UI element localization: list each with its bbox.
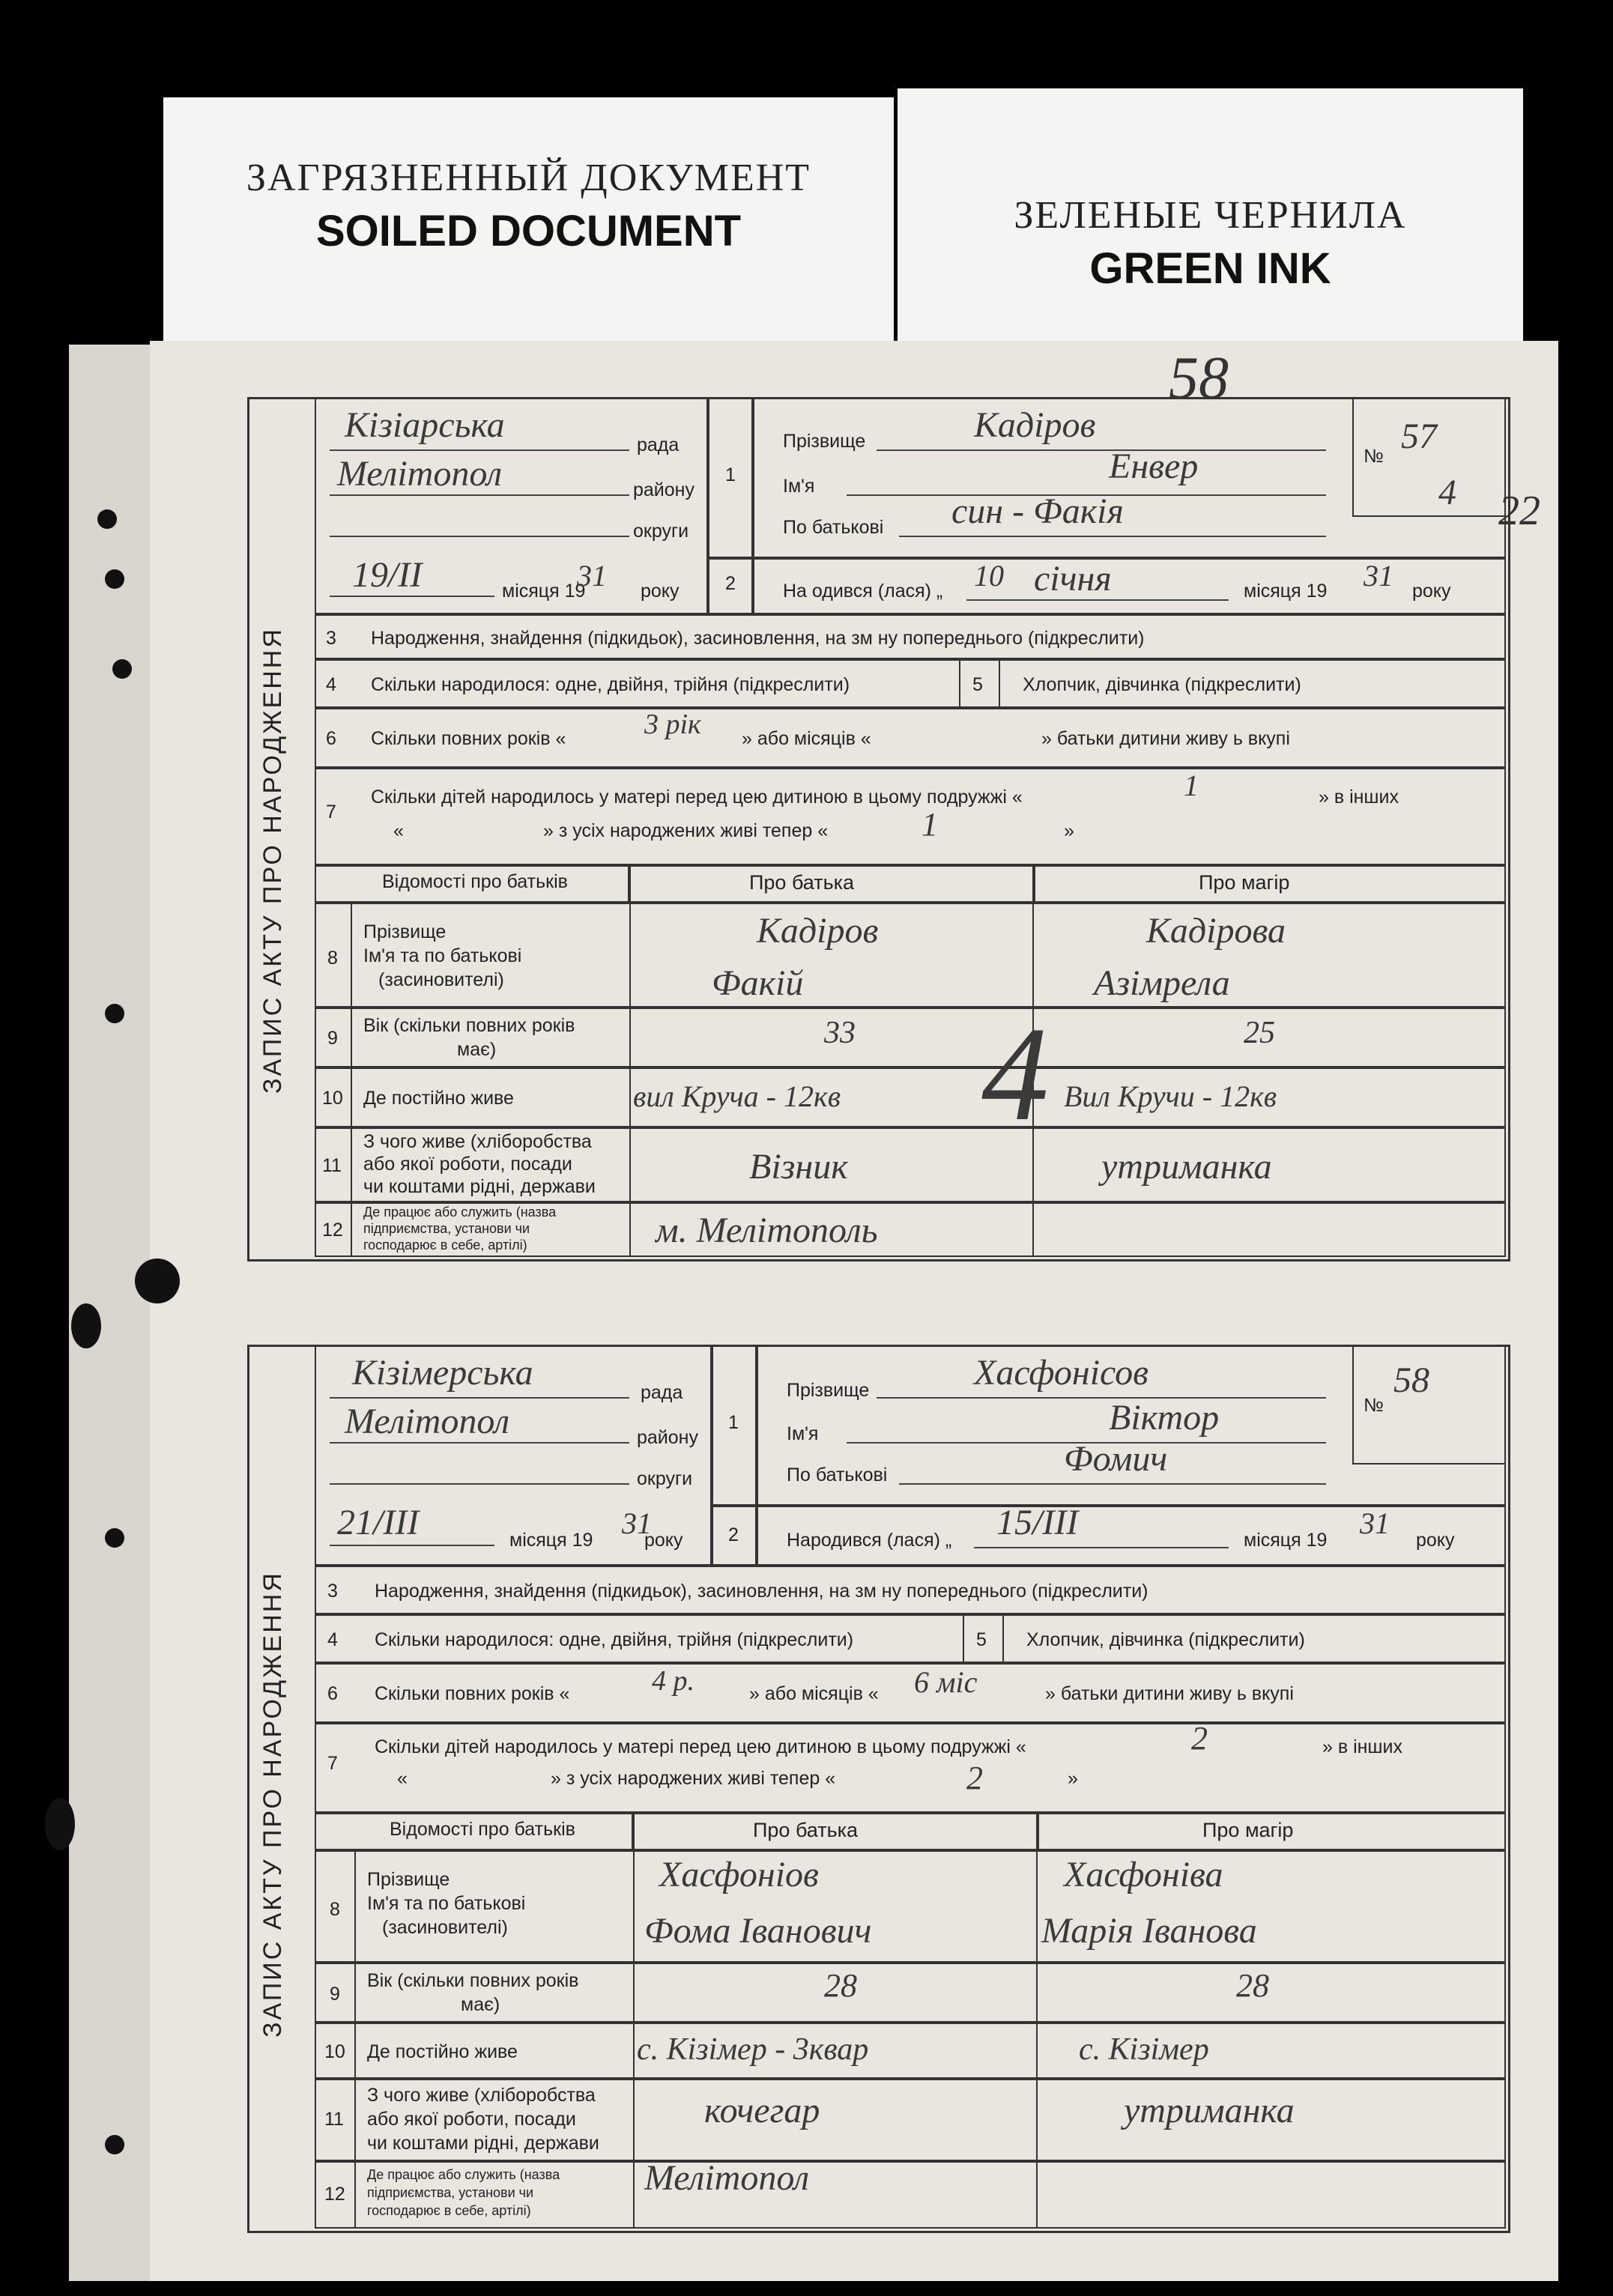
r1-row8-l3: (засиновителі): [378, 969, 504, 990]
r1-okruhy-line: [330, 536, 629, 537]
r2-num-7: 7: [327, 1753, 338, 1774]
r2-father-work: Мелітопол: [644, 2158, 810, 2198]
r1-father-header: Про батька: [749, 871, 855, 894]
r2-num-12: 12: [324, 2184, 345, 2205]
r1-row11-l2: або якої роботи, посади: [363, 1154, 572, 1175]
r1-father-residence: вил Круча - 12кв: [633, 1079, 841, 1113]
r1-row12-l3: господарює в себе, артілі): [363, 1238, 527, 1252]
r2-months-together: 6 міс: [914, 1665, 978, 1699]
r2-rada-line: [330, 1397, 629, 1399]
r2-row6c: » батьки дитини живу ь вкупі: [1045, 1683, 1294, 1704]
r2-parents-header: Відомості про батьків: [390, 1819, 575, 1840]
r1-born-month19: місяця 19: [1244, 581, 1328, 602]
r1-mother-header: Про магір: [1199, 871, 1290, 894]
r2-num-5: 5: [976, 1629, 987, 1650]
r2-born-year: 31: [1360, 1506, 1390, 1540]
r2-born-day: 15/ІІІ: [996, 1503, 1079, 1542]
binding-hole: [105, 569, 124, 589]
r2-father-header: Про батька: [753, 1819, 859, 1841]
r2-mother-header: Про магір: [1202, 1819, 1294, 1841]
r1-patronymic-value: син - Факія: [951, 491, 1124, 531]
r1-num-5: 5: [972, 674, 983, 695]
green-ink-label: [898, 88, 1523, 343]
r2-okruhy-label: округи: [637, 1468, 693, 1489]
r1-row11-l1: З чого живе (хліборобства: [363, 1131, 592, 1152]
record-1-side-title: ЗАПИС АКТУ ПРО НАРОДЖЕННЯ: [258, 627, 287, 1094]
r2-born-line: [974, 1547, 1229, 1548]
binding-hole: [105, 1004, 124, 1023]
r1-row9-l1: Вік (скільки повних років: [363, 1015, 575, 1036]
r2-num-9: 9: [330, 1984, 340, 2005]
binding-hole: [105, 2135, 124, 2154]
r2-row5-text: Хлопчик, дівчинка (підкреслити): [1026, 1629, 1305, 1650]
r2-row7a: Скільки дітей народилось у матері перед цею дитиною в цьому подружжі «: [375, 1736, 1026, 1757]
r1-surname-line: [877, 449, 1326, 451]
r1-num-10: 10: [322, 1088, 343, 1109]
r1-rada-value: Кізіарська: [345, 405, 505, 445]
r1-mother-residence: Вил Кручи - 12кв: [1064, 1079, 1277, 1113]
r2-row4-text: Скільки народилося: одне, двійня, трійня (підкреслити): [375, 1629, 854, 1650]
r1-row7e: »: [1064, 820, 1074, 841]
r2-row11-l3: чи коштами рідні, держави: [367, 2133, 599, 2154]
r1-num-2: 2: [725, 573, 736, 594]
r2-father-residence: с. Кізімер - 3квар: [637, 2032, 869, 2067]
r1-born-roku: року: [1412, 581, 1451, 602]
r1-name-value: Енвер: [1109, 446, 1199, 486]
r1-num-6: 6: [326, 728, 336, 749]
r2-rayon-label: району: [637, 1427, 698, 1448]
r2-mother-age: 28: [1236, 1967, 1269, 2004]
r2-name-label: Ім'я: [787, 1423, 819, 1444]
r2-num-4: 4: [327, 1629, 338, 1650]
r1-month19-label: місяця 19: [502, 581, 586, 602]
r2-mother-name: Марія Іванова: [1041, 1911, 1257, 1951]
r1-day-value: 19/ІІ: [352, 555, 423, 595]
r1-row11-l3: чи коштами рідні, держави: [363, 1176, 596, 1197]
r2-day-value: 21/ІІІ: [337, 1503, 420, 1542]
r1-row8-l2: Ім'я та по батькові: [363, 945, 522, 966]
r2-row8-l3: (засиновителі): [382, 1917, 508, 1938]
r1-num-3: 3: [326, 628, 336, 649]
r1-num-11: 11: [322, 1155, 342, 1176]
r2-born-label: Народився (лася) „: [787, 1530, 952, 1551]
r1-row6c: » батьки дитини живу ь вкупі: [1041, 728, 1290, 749]
r2-rayon-value: Мелітопол: [345, 1402, 510, 1441]
r2-num-8: 8: [330, 1899, 340, 1920]
r1-born-month: січня: [1034, 559, 1112, 599]
r1-row7: [315, 768, 1506, 865]
r1-surname-label: Прізвище: [783, 431, 866, 452]
binding-hole: [105, 1528, 124, 1548]
r1-parents-header: Відомості про батьків: [382, 871, 568, 892]
r1-num-1: 1: [725, 464, 736, 485]
binding-hole: [97, 509, 117, 529]
r2-patronymic-value: Фомич: [1064, 1439, 1168, 1479]
r2-surname-label: Прізвище: [787, 1380, 870, 1401]
r1-mother-name: Азімрела: [1094, 963, 1230, 1003]
r1-row7c: «: [393, 820, 404, 841]
r1-row9-l2: має): [457, 1039, 497, 1060]
r2-num-3: 3: [327, 1581, 338, 1602]
r1-roku-label: року: [641, 581, 680, 602]
r1-okruhy-label: округи: [633, 521, 689, 542]
r2-mother-residence: с. Кізімер: [1079, 2032, 1209, 2067]
r1-children-before: 1: [1184, 769, 1199, 802]
r1-number-extra: 4: [1438, 473, 1456, 512]
r2-row7d: » з усіх народжених живі тепер «: [551, 1768, 836, 1789]
r2-okruhy-line: [330, 1483, 629, 1485]
soiled-label-en: SOILED DOCUMENT: [315, 207, 742, 255]
r1-mother-surname: Кадірова: [1146, 911, 1286, 951]
r1-mother-age: 25: [1244, 1016, 1275, 1050]
binding-hole: [112, 659, 132, 679]
r1-children-alive: 1: [922, 806, 938, 843]
r2-row11-l1: З чого живе (хліборобства: [367, 2085, 596, 2106]
r1-rayon-value: Мелітопол: [337, 454, 503, 494]
r1-father-occupation: Візник: [749, 1147, 848, 1187]
r2-row6b: » або місяців «: [749, 1683, 879, 1704]
r2-rada-value: Кізімерська: [352, 1353, 533, 1393]
r2-father-surname: Хасфоніов: [659, 1855, 819, 1894]
r2-born-month19: місяця 19: [1244, 1530, 1328, 1551]
binding-hole: [71, 1303, 101, 1348]
r2-row12-l3: господарює в себе, артілі): [367, 2203, 531, 2218]
r1-born-year: 31: [1364, 559, 1393, 593]
r2-row7b: » в інших: [1322, 1736, 1402, 1757]
r1-row3-text: Народження, знайдення (підкидьок), засиновлення, на зм ну попереднього (підкреслити): [371, 628, 1145, 649]
r2-father-occupation: кочегар: [704, 2091, 820, 2130]
r1-rayon-line: [330, 494, 629, 496]
r2-year-value: 31: [622, 1506, 652, 1540]
r2-num-2: 2: [728, 1524, 739, 1545]
r1-born-line: [966, 599, 1229, 601]
r2-row12-l2: підприємства, установи чи: [367, 2185, 534, 2200]
r2-children-alive: 2: [966, 1760, 983, 1796]
r1-row6a: Скільки повних років «: [371, 728, 566, 749]
record-2-side-title: ЗАПИС АКТУ ПРО НАРОДЖЕННЯ: [258, 1571, 287, 2038]
r1-rayon-label: району: [633, 479, 694, 500]
r2-surname-value: Хасфонісов: [974, 1353, 1149, 1393]
r2-roku-label: року: [644, 1530, 683, 1551]
r1-num-9: 9: [327, 1028, 338, 1049]
r1-row7b: » в інших: [1319, 787, 1399, 808]
r1-row7d: » з усіх народжених живі тепер «: [543, 820, 829, 841]
r2-num-11: 11: [324, 2109, 344, 2130]
r1-row10-text: Де постійно живе: [363, 1088, 514, 1109]
r1-num-7: 7: [326, 802, 336, 823]
r2-row3-text: Народження, знайдення (підкидьок), засиновлення, на зм ну попереднього (підкреслити): [375, 1581, 1149, 1602]
r1-rada-line: [330, 449, 629, 451]
r1-row4-text: Скільки народилося: одне, двійня, трійня (підкреслити): [371, 674, 850, 695]
green-label-ru: ЗЕЛЕНЫЕ ЧЕРНИЛА: [1014, 194, 1407, 237]
soiled-document-label: [163, 97, 894, 345]
r1-number-value: 57: [1401, 417, 1437, 456]
r1-row5-text: Хлопчик, дівчинка (підкреслити): [1023, 674, 1301, 695]
r1-number-sign: №: [1364, 446, 1384, 467]
r1-day-line: [330, 596, 494, 597]
r1-row8-l1: Прізвище: [363, 921, 447, 942]
r2-row10-text: Де постійно живе: [367, 2041, 518, 2062]
binding-hole: [135, 1258, 180, 1303]
r2-surname-line: [877, 1397, 1326, 1399]
r2-born-roku: року: [1416, 1530, 1455, 1551]
r2-father-name: Фома Іванович: [644, 1911, 872, 1951]
r1-rada-label: рада: [637, 434, 680, 455]
r1-father-work: м. Мелітополь: [656, 1211, 878, 1250]
r2-row11-l2: або якої роботи, посади: [367, 2109, 576, 2130]
r2-mother-surname: Хасфоніва: [1064, 1855, 1223, 1894]
r2-number-sign: №: [1364, 1395, 1384, 1416]
r2-father-age: 28: [824, 1967, 857, 2004]
r1-father-name: Факій: [712, 963, 804, 1003]
r1-year-value: 31: [577, 559, 607, 593]
r2-row7c: «: [397, 1768, 408, 1789]
r2-month19-label: місяця 19: [509, 1530, 593, 1551]
r1-years-together: 3 рік: [644, 709, 701, 740]
r2-row9-l1: Вік (скільки повних років: [367, 1970, 579, 1991]
r1-row6b: » або місяців «: [742, 728, 871, 749]
r2-num-10: 10: [324, 2041, 345, 2062]
r1-father-age: 33: [824, 1016, 856, 1050]
r1-name-label: Ім'я: [783, 476, 815, 497]
binding-hole: [45, 1798, 75, 1850]
r2-number-value: 58: [1393, 1360, 1429, 1400]
r2-row12-l1: Де працює або служить (назва: [367, 2167, 560, 2182]
r2-num-1: 1: [728, 1412, 739, 1433]
r2-num-6: 6: [327, 1683, 338, 1704]
r1-row12-l1: Де працює або служить (назва: [363, 1205, 557, 1220]
r1-patronymic-label: По батькові: [783, 517, 884, 538]
r2-row6a: Скільки повних років «: [375, 1683, 570, 1704]
r2-day-line: [330, 1545, 494, 1546]
r1-born-day: 10: [974, 559, 1004, 593]
r2-patronymic-label: По батькові: [787, 1464, 888, 1485]
r2-row9-l2: має): [461, 1994, 500, 2015]
r1-row12-l2: підприємства, установи чи: [363, 1221, 530, 1236]
r2-mother-occupation: утриманка: [1124, 2091, 1295, 2130]
r2-rada-label: рада: [641, 1382, 683, 1403]
r1-row7a: Скільки дітей народилось у матері перед цею дитиною в цьому подружжі «: [371, 787, 1023, 808]
soiled-label-ru: ЗАГРЯЗНЕННЫЙ ДОКУМЕНТ: [246, 157, 811, 199]
r2-rayon-line: [330, 1442, 629, 1444]
r1-father-surname: Кадіров: [757, 911, 879, 951]
r1-num-4: 4: [326, 674, 336, 695]
margin-note: 22: [1498, 488, 1540, 534]
r2-row8-l2: Ім'я та по батькові: [367, 1893, 526, 1914]
r1-surname-value: Кадіров: [974, 405, 1096, 445]
r2-row7e: »: [1068, 1768, 1078, 1789]
r2-row8-l1: Прізвище: [367, 1869, 450, 1890]
r1-patronymic-line: [899, 536, 1326, 537]
r1-num-12: 12: [322, 1220, 343, 1241]
r2-years-together: 4 р.: [652, 1665, 694, 1697]
page-number: 58: [1169, 345, 1229, 411]
r2-name-value: Віктор: [1109, 1398, 1220, 1438]
r1-born-label: На одився (лася) „: [783, 581, 943, 602]
r2-children-before: 2: [1191, 1720, 1208, 1757]
green-label-en: GREEN INK: [1089, 244, 1331, 293]
r2-patronymic-line: [899, 1483, 1326, 1485]
r1-big-number: 4: [981, 999, 1049, 1148]
r1-num-8: 8: [327, 948, 338, 969]
r1-mother-occupation: утриманка: [1101, 1147, 1272, 1187]
